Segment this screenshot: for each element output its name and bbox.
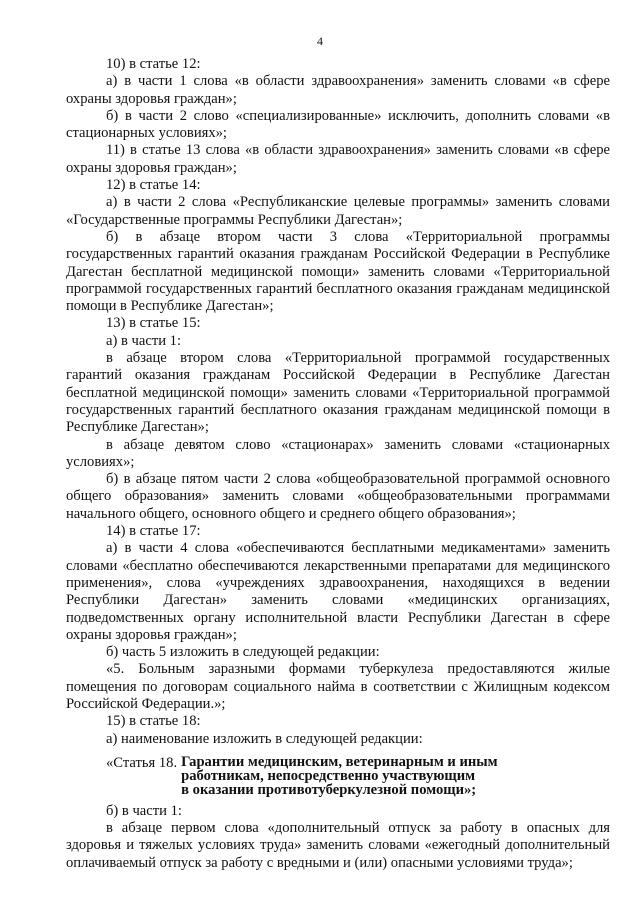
paragraph: а) в части 4 слова «обеспечиваются бесплатными медикаментами» заменить словами «бесплатно обеспечиваются лекарственными препаратами для медицинского применения», слова «учреждениях здравоохранения, находящихся в ведении Республики Дагестан» заменить словами «медицинских организациях, подведомственных органу исполнительной власти Республики Дагестан в сфере охраны здоровья граждан»; (66, 540, 610, 643)
paragraph: б) в части 2 слово «специализированные» исключить, дополнить словами «в стационарных условиях»; (66, 107, 610, 142)
paragraph: в абзаце втором слова «Территориальной программой государственных гарантий оказания гражданам Российской Федерации в Республике Дагестан бесплатной медицинской помощи» заменить словами «Территориальной программой государственных гарантий бесплатного оказания гражданам медицинской помощи в Республике Дагестан»; (66, 350, 610, 436)
article-heading-title (177, 755, 610, 797)
article-heading (66, 755, 610, 797)
paragraph: а) в части 2 слова «Республиканские целевые программы» заменить словами «Государственные программы Республики Дагестан»; (66, 194, 610, 228)
paragraph: 15) в статье 18: (106, 713, 201, 730)
article-heading-line: в оказании противотуберкулезной помощи»; (181, 781, 477, 798)
paragraph: б) в абзаце пятом части 2 слова «общеобразовательной программой основного общего образования» заменить словами «общеобразовательными программами начального общего, основного общего и среднего общего образования»; (66, 471, 610, 522)
paragraphs-before (66, 56, 610, 748)
paragraphs-after (66, 803, 610, 872)
paragraph: в абзаце первом слова «дополнительный отпуск за работу в опасных для здоровья и тяжелых условиях труда» заменить словами «ежегодный дополнительный оплачиваемый отпуск за работу с вредными и (или) опасными условиями труда»; (66, 820, 610, 871)
paragraph: б) в абзаце втором части 3 слова «Территориальной программы государственных гарантий оказания гражданам Российской Федерации в Республике Дагестан бесплатной медицинской помощи» заменить словами «Территориальной программой государственных гарантий бесплатного оказания гражданам медицинской помощи в Республике Дагестан»; (66, 228, 610, 315)
page-number: 4 (317, 34, 323, 48)
article-heading-label: «Статья 18. (106, 754, 178, 771)
article-heading-line: работникам, непосредственно участвующим (181, 767, 476, 784)
paragraph: 10) в статье 12: (106, 56, 201, 72)
paragraph: «5. Больным заразными формами туберкулеза предоставляются жилые помещения по договорам социального найма в соответствии с Жилищным кодексом Российской Федерации.»; (66, 661, 610, 712)
paragraph: 14) в статье 17: (106, 523, 201, 540)
paragraph: а) наименование изложить в следующей редакции: (106, 730, 423, 747)
paragraph: 13) в статье 15: (106, 315, 201, 332)
paragraph: а) в части 1 слова «в области здравоохранения» заменить словами «в сфере охраны здоровья граждан»; (66, 73, 610, 107)
paragraph: а) в части 1: (106, 332, 182, 349)
paragraph: б) в части 1: (106, 802, 182, 819)
paragraph: б) часть 5 изложить в следующей редакции: (106, 644, 380, 661)
paragraph: в абзаце девятом слово «стационарах» заменить словами «стационарных условиях»; (66, 436, 610, 470)
paragraph: 12) в статье 14: (106, 177, 201, 194)
article-heading-line: Гарантии медицинским, ветеринарным и иным (181, 753, 498, 770)
paragraph: 11) в статье 13 слова «в области здравоохранения» заменить словами «в сфере охраны здоровья граждан»; (66, 142, 610, 176)
document-body (66, 56, 610, 872)
